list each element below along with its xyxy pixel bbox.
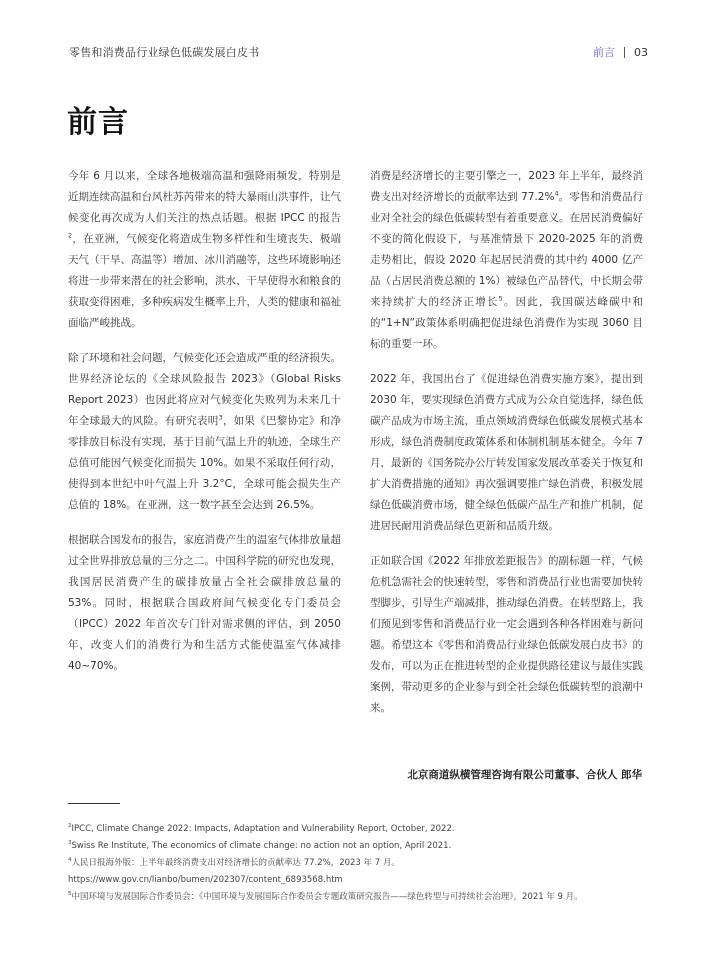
footnote-ref[interactable]: 4 [554,189,559,198]
page-title: 前言 [67,105,129,140]
paragraph: 根据联合国发布的报告，家庭消费产生的温室气体排放量超过全世界排放总量的三分之二。中国科学院的研究也发现，我国居民消费产生的碳排放量占全社会碳排放总量的 53%。同时，根据联合国政府间气候变化专门委员会（IPCC）2022 年首次专门针对需求侧的评估，到 2050 年，改变人们的消费行为和生活方式能使温室气体减排 40~70%。 [68,534,341,672]
paragraph: 除了环境和社会问题，气候变化还会造成严重的经济损失。世界经济论坛的《全球风险报告 2023》（Global Risks Report 2023）也因此将应对气候变化失败列为未来几十年全球最大的风险。有研究表明$^3$，如果《巴黎协定》和净零排放目标没有实现，基于目前气温上升的轨迹，全球生产总值可能因气候变化而损失 10%。如果不采取任何行动，使得到本世纪中叶气温上升 3.2°C，全球可能会损失生产总值的 18%。在亚洲，这一数字甚至会达到 26.5%。 [68,352,342,511]
footnote: $^3$Swiss Re Institute, The economics of climate change: no action not an option, April 2021. [68,840,452,851]
footnote-ref[interactable]: 3 [218,413,223,422]
footnote-divider [68,803,120,804]
footnote-ref[interactable]: 5 [498,294,503,303]
left-column [68,166,341,691]
footnotes [68,821,658,906]
signature: 北京商道纵横管理咨询有限公司董事、合伙人 郎华 [407,769,642,781]
paragraph: 消费是经济增长的主要引擎之一，2023 年上半年，最终消费支出对经济增长的贡献率达到 77.2%$^4$。零售和消费品行业对全社会的绿色低碳转型有着重要意义。在居民消费偏好不变的简化假设下，与基准情景下 2020-2025 年的消费走势相比，假设 2020 年起居民消费的其中约 4000 亿产品（占居民消费总额的 1%）被绿色产品替代，中长期会带来持续扩大的经济正增长$^5$。因此，我国碳达峰碳中和的“1+N”政策体系明确把促进绿色消费作为实现 3060 目标的重要一环。 [370,170,644,350]
footnote: $^2$IPCC, Climate Change 2022: Impacts, Adaptation and Vulnerability Report, October, 2022. [68,823,455,834]
paragraph: 正如联合国《2022 年排放差距报告》的副标题一样，气候危机急需社会的快速转型，零售和消费品行业也需要加快转型脚步，引导生产端减排，推动绿色消费。在转型路上，我们预见到零售和消费品行业一定会遇到各种各样困难与新问题。希望这本《零售和消费品行业绿色低碳发展白皮书》的发布，可以为正在推进转型的企业提供路径建议与最佳实践案例，带动更多的企业参与到全社会绿色低碳转型的浪潮中来。 [370,555,643,714]
footnote-ref[interactable]: 2 [68,231,73,240]
section-label: 前言 [593,46,615,59]
page-number: 03 [634,45,648,59]
header-divider [624,47,625,58]
footnote: $^5$中国环境与发展国际合作委员会：《中国环境与发展国际合作委员会专题政策研究报告——绿色转型与可持续社会治理》，2021 年 9 月。 [68,891,583,902]
right-column [370,166,643,733]
paragraph: 今年 6 月以来，全球各地极端高温和强降雨频发，特别是近期连续高温和台风杜苏芮带来的特大暴雨山洪事件，让气候变化再次成为人们关注的热点话题。根据 IPCC 的报告$^2$，在亚洲，气候变化将造成生物多样性和生境丧失、极端天气（干旱、高温等）增加、冰川消融等，这些环境影响还将进一步带来潜在的社会影响，洪水、干旱使得水和粮食的获取变得困难，多种疾病发生概率上升，人类的健康和福祉面临严峻挑战。 [68,170,341,329]
running-header-title: 零售和消费品行业绿色低碳发展白皮书 [69,46,260,59]
footnote: $^4$人民日报海外版：上半年最终消费支出对经济增长的贡献率达 77.2%，2023 年 7 月。https://www.gov.cn/lianbo/bumen/202307/content_6893568.htm [68,857,400,885]
running-header-section [593,44,648,60]
paragraph: 2022 年，我国出台了《促进绿色消费实施方案》，提出到 2030 年，要实现绿色消费方式成为公众自觉选择，绿色低碳产品成为市场主流，重点领域消费绿色低碳发展模式基本形成，绿色消费制度政策体系和体制机制基本健全。今年 7 月，最新的《国务院办公厅转发国家发展改革委关于恢复和扩大消费措施的通知》再次强调要推广绿色消费，积极发展绿色低碳消费市场，健全绿色低碳产品生产和推广机制，促进居民耐用消费品绿色更新和品质升级。 [370,373,643,532]
